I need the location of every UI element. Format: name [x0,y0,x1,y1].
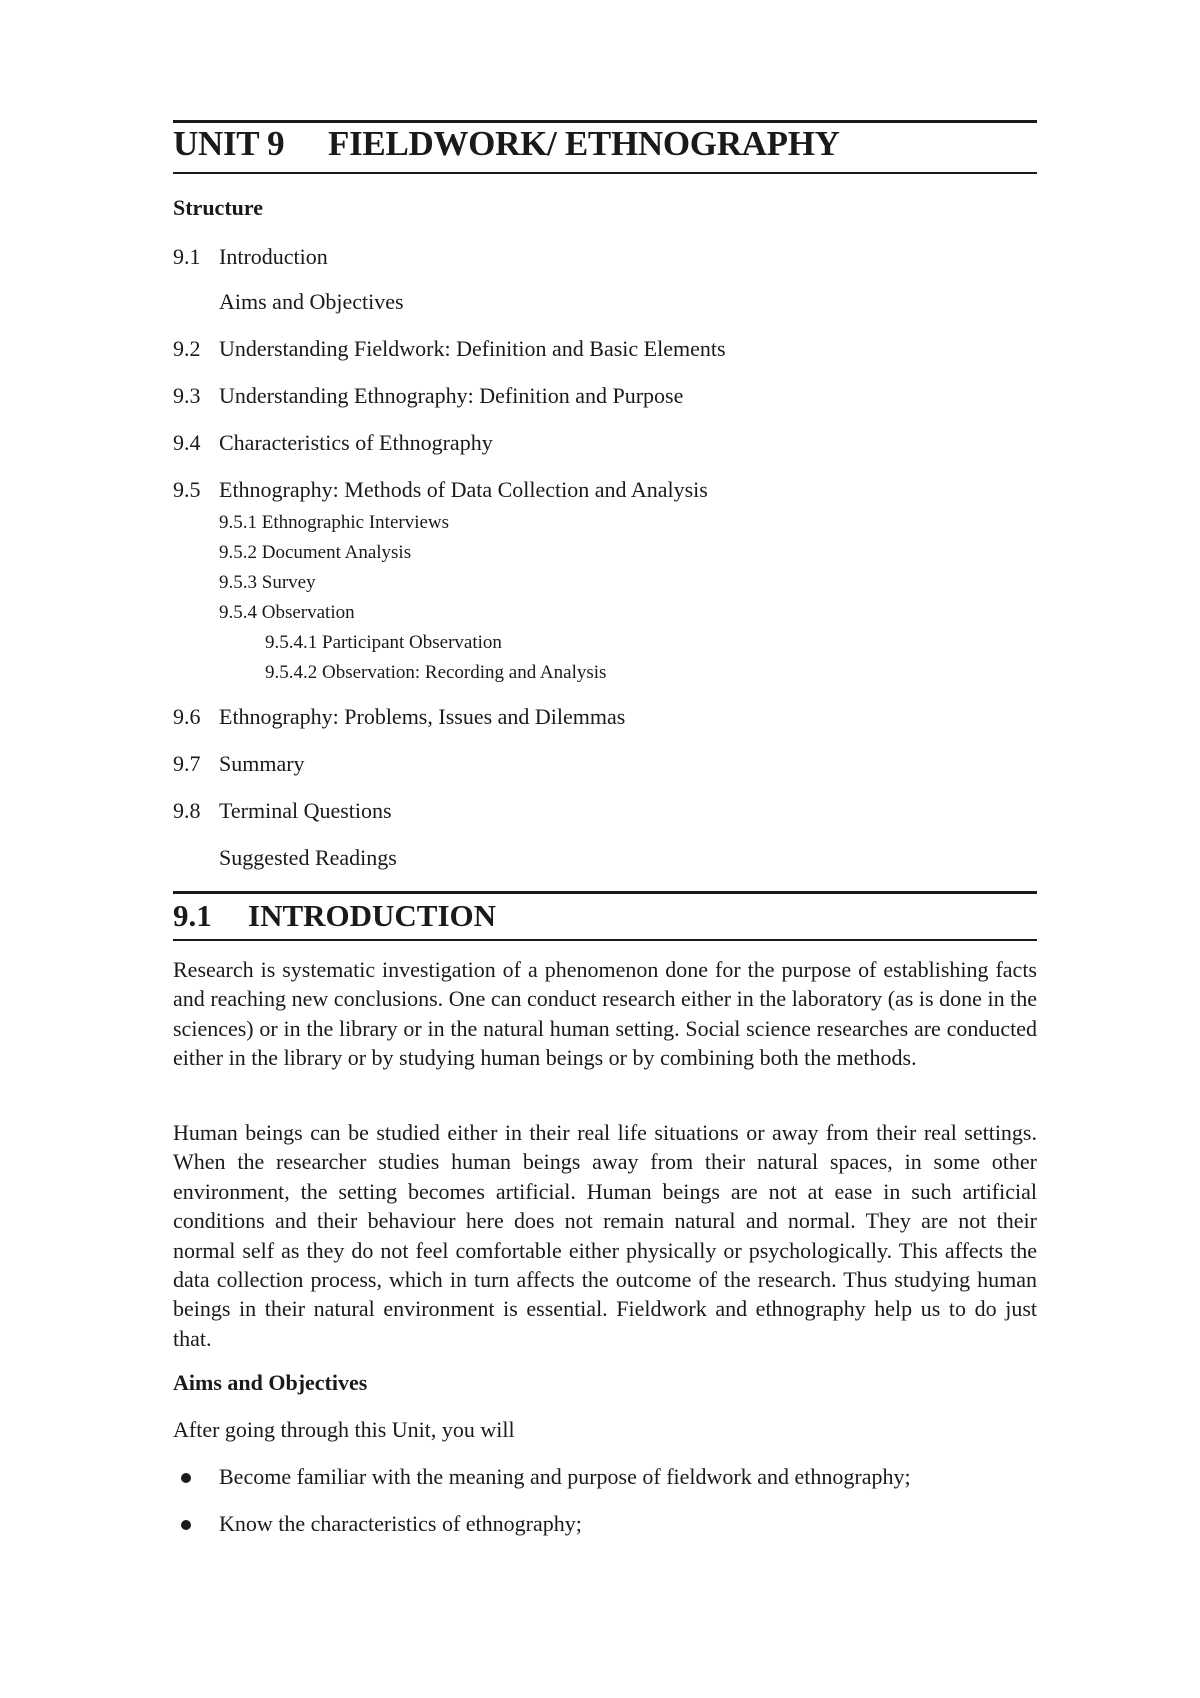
section-title-underline [173,939,1037,941]
section-name: INTRODUCTION [248,898,497,933]
intro-paragraph-1: Research is systematic investigation of a phenomenon done for the purpose of establishing facts and reaching new conclusions. One can conduct research either in the laboratory (as is done in the sciences) or in the library or in the natural human setting. Social science researches are conducted either in the library or by studying human beings or by combining both the methods. [173,957,1037,1071]
toc-item-number: 9.2 [173,336,201,361]
toc-subsubitem-text: 9.5.4.2 Observation: Recording and Analysis [265,662,607,683]
section-title [173,898,496,934]
unit-title-underline [173,172,1037,174]
unit-title [173,124,840,164]
toc-subsubitem [265,662,606,684]
toc-item-text: Suggested Readings [219,845,397,870]
toc-subitem-text: 9.5.4 Observation [219,602,355,623]
section-top-rule [173,891,1037,894]
toc-item-number: 9.4 [173,430,201,455]
toc-item-number: 9.8 [173,798,201,823]
toc-item-text: Understanding Ethnography: Definition and Purpose [219,383,684,408]
toc-subitem [219,572,316,594]
toc-item-text: Ethnography: Problems, Issues and Dilemmas [219,704,626,729]
toc-item-text: Terminal Questions [219,798,392,823]
unit-number: UNIT 9 [173,124,285,163]
toc-subitem-text: 9.5.1 Ethnographic Interviews [219,512,450,533]
toc-item-number: 9.5 [173,477,201,502]
toc-subitem [219,602,355,624]
toc-item-number: 9.1 [173,244,201,269]
toc-item-text: Summary [219,751,305,776]
toc-item-text: Understanding Fieldwork: Definition and Basic Elements [219,336,726,361]
toc-subsubitem [265,632,502,654]
intro-paragraph-2: Human beings can be studied either in their real life situations or away from their real settings. When the researcher studies human beings away from their natural spaces, in some other environment, the setting becomes artificial. Human beings are not at ease in such artificial conditions and their behaviour here does not remain natural and normal. They are not their normal self as they do not feel comfortable either physically or psychologically. This affects the data collection process, which in turn affects the outcome of the research. Thus studying human beings in their natural environment is essential. Fieldwork and ethnography help us to do just that. [173,1120,1037,1351]
unit-name: FIELDWORK/ ETHNOGRAPHY [328,124,840,163]
toc-subitem [219,512,449,534]
section-number: 9.1 [173,898,212,933]
bullet-dot-icon [181,1473,191,1483]
toc-subitem-text: 9.5.3 Survey [219,572,316,593]
aims-heading: Aims and Objectives [173,1370,368,1395]
aims-bullet-text: Become familiar with the meaning and purpose of fieldwork and ethnography; [219,1464,911,1489]
toc-item-text: Introduction [219,244,328,269]
toc-subsubitem-text: 9.5.4.1 Participant Observation [265,632,502,653]
top-rule [173,120,1037,123]
structure-label: Structure [173,195,264,220]
toc-item-text: Characteristics of Ethnography [219,430,493,455]
bullet-dot-icon [181,1520,191,1530]
aims-bullet-text: Know the characteristics of ethnography; [219,1511,582,1536]
toc-item-number: 9.6 [173,704,201,729]
aims-intro: After going through this Unit, you will [173,1417,515,1442]
toc-item-text: Aims and Objectives [219,289,404,314]
toc-subitem-text: 9.5.2 Document Analysis [219,542,412,563]
toc-subitem [219,542,411,564]
toc-item-number: 9.7 [173,751,201,776]
toc-item-text: Ethnography: Methods of Data Collection and Analysis [219,477,708,502]
toc-item-number: 9.3 [173,383,201,408]
